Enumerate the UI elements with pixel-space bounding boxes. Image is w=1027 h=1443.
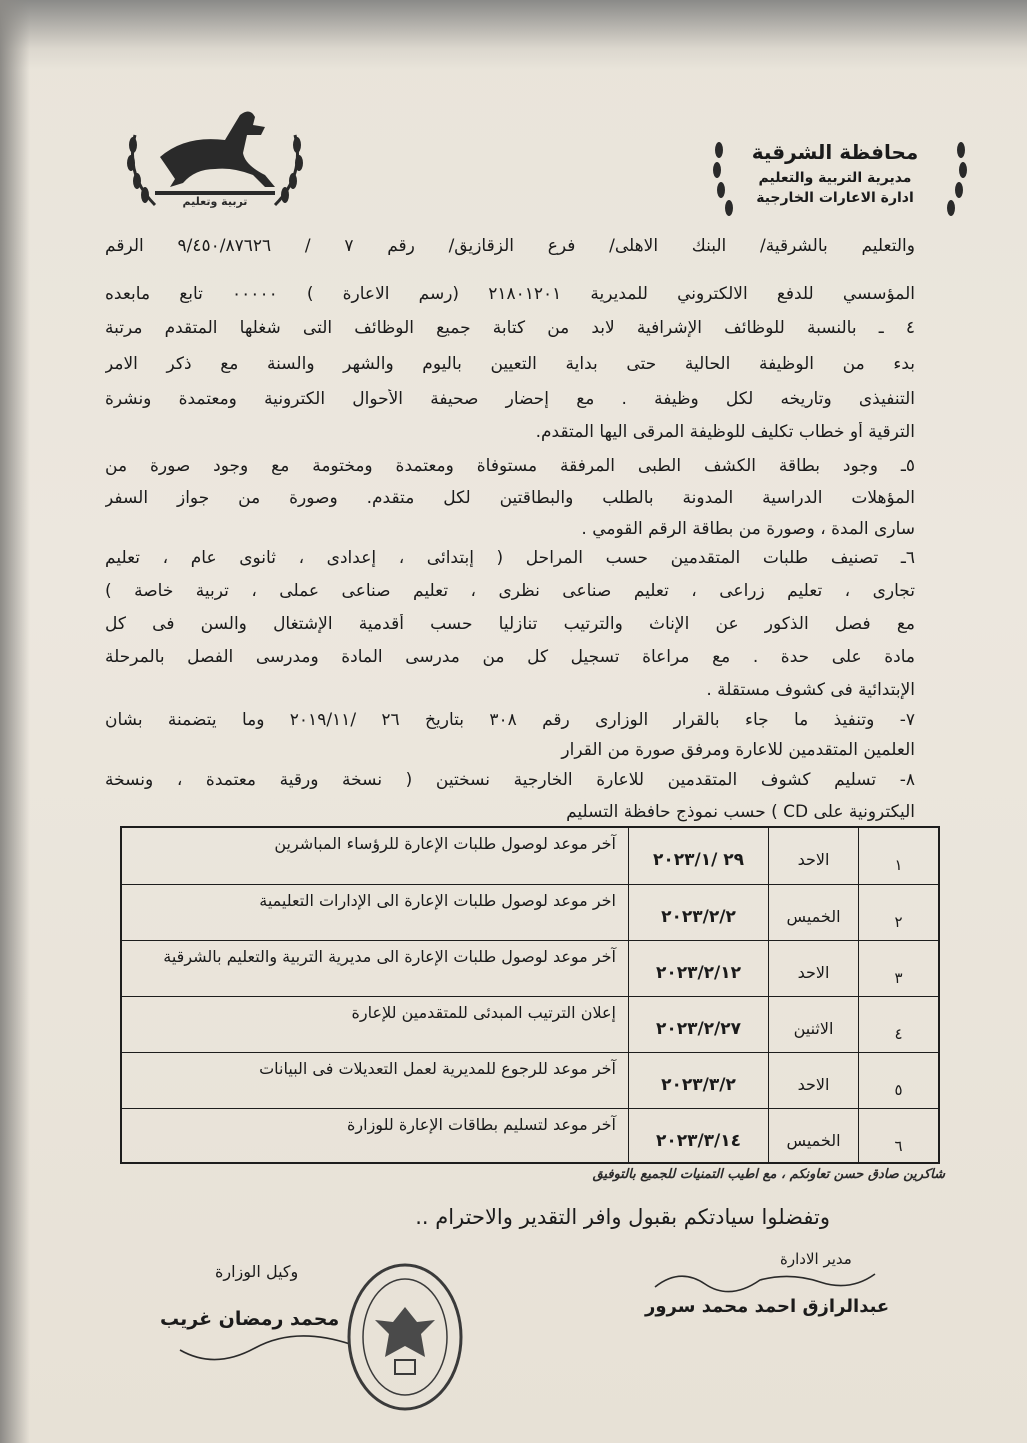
row-description: آخر موعد لوصول طلبات الإعارة للرؤساء المباشرين bbox=[274, 834, 616, 853]
body-line: ٨- تسليم كشوف المتقدمين للاعارة الخارجية نسختين ( نسخة ورقية معتمدة ، ونسخة bbox=[105, 770, 915, 790]
table-row bbox=[122, 1108, 938, 1164]
table-row bbox=[122, 1052, 938, 1108]
director-name: عبدالرازق احمد محمد سرور bbox=[645, 1296, 890, 1317]
row-number: ٣ bbox=[858, 941, 938, 996]
body-line: مادة على حدة . مع مراعاة تسجيل كل من مدرسى المادة ومدرسى الفصل بالمرحلة bbox=[105, 647, 915, 667]
row-day: الاحد bbox=[768, 828, 858, 884]
row-number: ٦ bbox=[858, 1109, 938, 1164]
table-row bbox=[122, 828, 938, 884]
table-row bbox=[122, 940, 938, 996]
row-description: إعلان الترتيب المبدئى للمتقدمين للإعارة bbox=[351, 1003, 616, 1022]
deputy-signature-scribble bbox=[175, 1330, 355, 1370]
photo-shadow-top bbox=[0, 0, 1027, 70]
body-line: والتعليم بالشرقية/ البنك الاهلى/ فرع الزقازيق/ رقم ٧ / ٩/٤٥٠/٨٧٦٢٦ الرقم bbox=[105, 236, 915, 256]
row-date: ٢٠٢٣/٣/١٤ bbox=[628, 1109, 768, 1164]
thanks-note: شاكرين صادق حسن تعاونكم ، مع اطيب التمنيات للجميع بالتوفيق bbox=[592, 1167, 945, 1182]
body-line: تجارى ، تعليم زراعى ، تعليم صناعى نظرى ، تعليم صناعى عملى ، تربية خاصة ) bbox=[105, 581, 915, 601]
body-line: المؤهلات الدراسية المدونة بالطلب والبطاقتين لكل متقدم. وصورة من جواز السفر bbox=[105, 488, 915, 508]
body-line: العلمين المتقدمين للاعارة ومرفق صورة من القرار bbox=[561, 740, 915, 760]
row-day: الاحد bbox=[768, 941, 858, 996]
row-number: ١ bbox=[858, 828, 938, 884]
row-date: ٢٠٢٣/٢/١٢ bbox=[628, 941, 768, 996]
row-day: الاثنين bbox=[768, 997, 858, 1052]
emblem-caption: تربية وتعليم bbox=[182, 195, 248, 208]
row-description: آخر موعد لوصول طلبات الإعارة الى مديرية التربية والتعليم بالشرقية bbox=[163, 947, 616, 966]
body-line: ٤ ـ بالنسبة للوظائف الإشرافية لابد من كتابة جميع الوظائف التى شغلها المتقدم مرتبة bbox=[105, 318, 915, 338]
photo-shadow-left bbox=[0, 0, 30, 1443]
governorate-name: محافظة الشرقية bbox=[751, 140, 919, 164]
body-line: المؤسسي للدفع الالكتروني للمديرية ٢١٨٠١٢٠١ (رسم الاعارة ) ٠٠٠٠٠ تابع مابعده bbox=[105, 284, 915, 304]
body-line: الترقية أو خطاب تكليف للوظيفة المرقى اليها المتقدم. bbox=[535, 422, 915, 442]
row-number: ٥ bbox=[858, 1053, 938, 1108]
row-day: الخميس bbox=[768, 885, 858, 940]
table-row bbox=[122, 996, 938, 1052]
body-line: سارى المدة ، وصورة من بطاقة الرقم القومي . bbox=[581, 519, 915, 539]
body-line: ٦ـ تصنيف طلبات المتقدمين حسب المراحل ( إبتدائى ، إعدادى ، ثانوى عام ، تعليم bbox=[105, 548, 915, 568]
body-line: ٥ـ وجود بطاقة الكشف الطبى المرفقة مستوفاة ومعتمدة ومختومة مع وجود صورة من bbox=[105, 456, 915, 476]
row-date: ٢٠٢٣/٢/٢٧ bbox=[628, 997, 768, 1052]
directorate-name: مديرية التربية والتعليم bbox=[758, 170, 912, 186]
closing-line: وتفضلوا سيادتكم بقبول وافر التقدير والاحترام .. bbox=[415, 1205, 830, 1229]
body-line: مع فصل الذكور عن الإناث والترتيب تنازليا حسب أقدمية الإشتغال والسن فى كل bbox=[105, 614, 915, 634]
schedule-table bbox=[120, 826, 940, 1164]
row-date: ٢٠٢٣/٢/٢ bbox=[628, 885, 768, 940]
row-day: الاحد bbox=[768, 1053, 858, 1108]
deputy-name: محمد رمضان غريب bbox=[160, 1308, 340, 1330]
body-line: بدء من الوظيفة الحالية حتى بداية التعيين باليوم والشهر والسنة مع ذكر الامر bbox=[105, 354, 915, 374]
horse-emblem-logo bbox=[115, 95, 315, 215]
row-date: ٢٩ /٢٠٢٣/١ bbox=[628, 828, 768, 884]
row-description: اخر موعد لوصول طلبات الإعارة الى الإدارات التعليمية bbox=[259, 891, 616, 910]
row-description: آخر موعد للرجوع للمديرية لعمل التعديلات فى البيانات bbox=[259, 1059, 616, 1078]
body-line: اليكترونية على CD ) حسب نموذج حافظة التسليم bbox=[566, 802, 915, 822]
row-day: الخميس bbox=[768, 1109, 858, 1164]
deputy-title: وكيل الوزارة bbox=[215, 1262, 299, 1281]
row-number: ٤ bbox=[858, 997, 938, 1052]
director-title: مدير الادارة bbox=[780, 1250, 852, 1268]
body-line: الإبتدائية فى كشوف مستقلة . bbox=[706, 680, 915, 700]
table-row bbox=[122, 884, 938, 940]
row-description: آخر موعد لتسليم بطاقات الإعارة للوزارة bbox=[347, 1115, 616, 1134]
body-line: ٧- وتنفيذ ما جاء بالقرار الوزارى رقم ٣٠٨ بتاريخ ٢٦ /٢٠١٩/١١ وما يتضمنة بشان bbox=[105, 710, 915, 730]
department-name: ادارة الاعارات الخارجية bbox=[756, 190, 914, 206]
row-date: ٢٠٢٣/٣/٢ bbox=[628, 1053, 768, 1108]
directorate-header bbox=[705, 120, 975, 225]
official-eagle-stamp bbox=[345, 1262, 465, 1412]
row-number: ٢ bbox=[858, 885, 938, 940]
body-line: التنفيذى وتاريخه لكل وظيفة . مع إحضار صحيفة الأحوال الكترونية ومعتمدة ونشرة bbox=[105, 389, 915, 409]
